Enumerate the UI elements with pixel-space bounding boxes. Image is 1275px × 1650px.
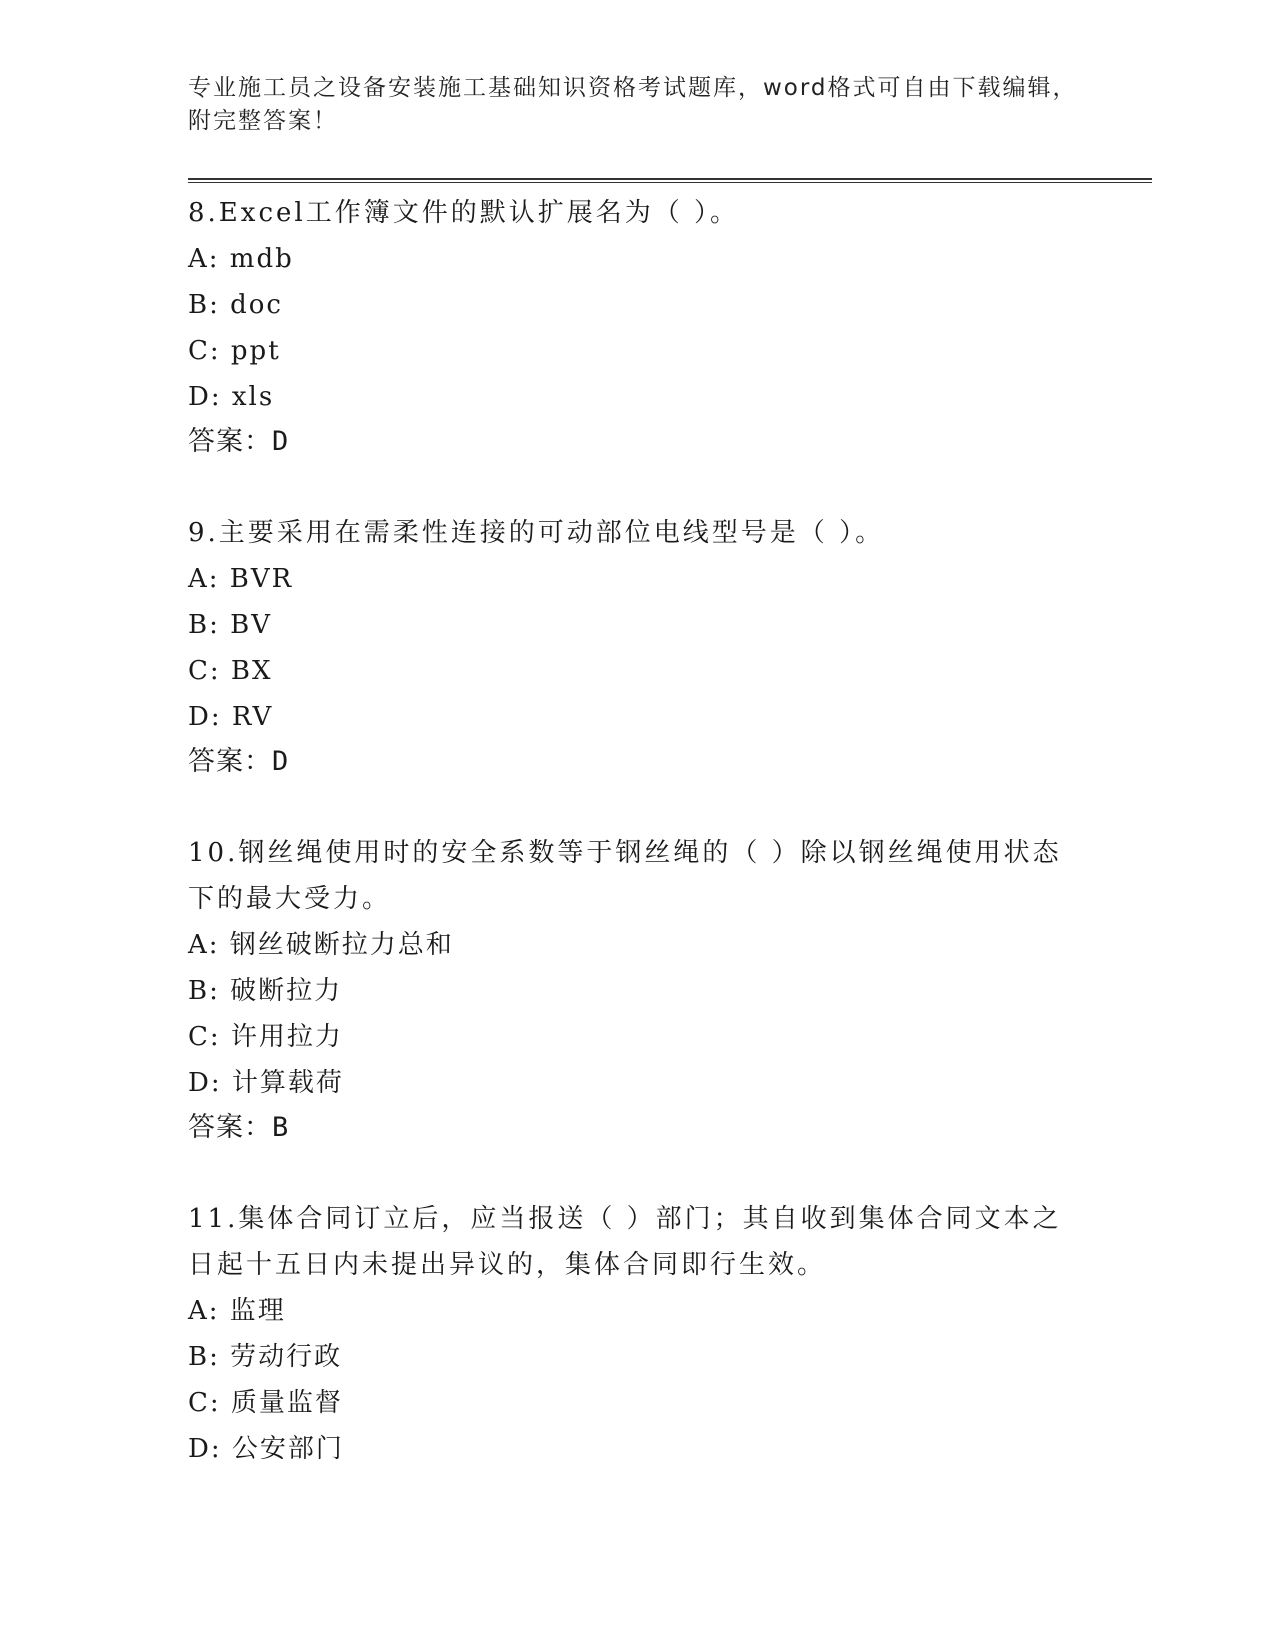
question-list bbox=[188, 190, 1088, 1472]
option-b: B: 破断拉力 bbox=[188, 976, 343, 1006]
answer-label: 答案： bbox=[188, 746, 272, 777]
header-divider bbox=[188, 178, 1152, 183]
question-stem: 10.钢丝绳使用时的安全系数等于钢丝绳的（ ）除以钢丝绳使用状态下的最大受力。 bbox=[188, 838, 1062, 914]
answer-value: D bbox=[272, 426, 290, 457]
answer-label: 答案： bbox=[188, 426, 272, 457]
answer-value: D bbox=[272, 746, 290, 777]
option-d: D: 公安部门 bbox=[188, 1434, 344, 1464]
option-d: D: RV bbox=[188, 702, 274, 732]
answer bbox=[188, 420, 1088, 464]
option-b: B: 劳动行政 bbox=[188, 1342, 343, 1372]
option-d: D: xls bbox=[188, 382, 275, 412]
question-stem: 9.主要采用在需柔性连接的可动部位电线型号是（ ）。 bbox=[188, 518, 885, 548]
answer bbox=[188, 1106, 1088, 1150]
option-c: C: 质量监督 bbox=[188, 1388, 343, 1418]
question-stem: 11.集体合同订立后，应当报送（ ）部门；其自收到集体合同文本之日起十五日内未提出异议的，集体合同即行生效。 bbox=[188, 1204, 1062, 1280]
question-10 bbox=[188, 830, 1088, 1150]
option-c: C: BX bbox=[188, 656, 273, 686]
option-a: A: 监理 bbox=[188, 1296, 286, 1326]
option-a: A: BVR bbox=[188, 564, 294, 594]
option-a: A: 钢丝破断拉力总和 bbox=[188, 930, 454, 960]
question-9 bbox=[188, 510, 1088, 784]
document-header: 专业施工员之设备安装施工基础知识资格考试题库，word格式可自由下载编辑，附完整答案！ bbox=[188, 75, 1078, 134]
option-d: D: 计算载荷 bbox=[188, 1068, 344, 1098]
option-c: C: 许用拉力 bbox=[188, 1022, 343, 1052]
answer-label: 答案： bbox=[188, 1112, 272, 1143]
option-b: B: BV bbox=[188, 610, 273, 640]
option-b: B: doc bbox=[188, 290, 283, 320]
question-8 bbox=[188, 190, 1088, 464]
question-stem: 8.Excel工作簿文件的默认扩展名为（ ）。 bbox=[188, 198, 739, 228]
question-11 bbox=[188, 1196, 1088, 1472]
option-a: A: mdb bbox=[188, 244, 294, 274]
option-c: C: ppt bbox=[188, 336, 281, 366]
answer bbox=[188, 740, 1088, 784]
answer-value: B bbox=[272, 1112, 290, 1143]
